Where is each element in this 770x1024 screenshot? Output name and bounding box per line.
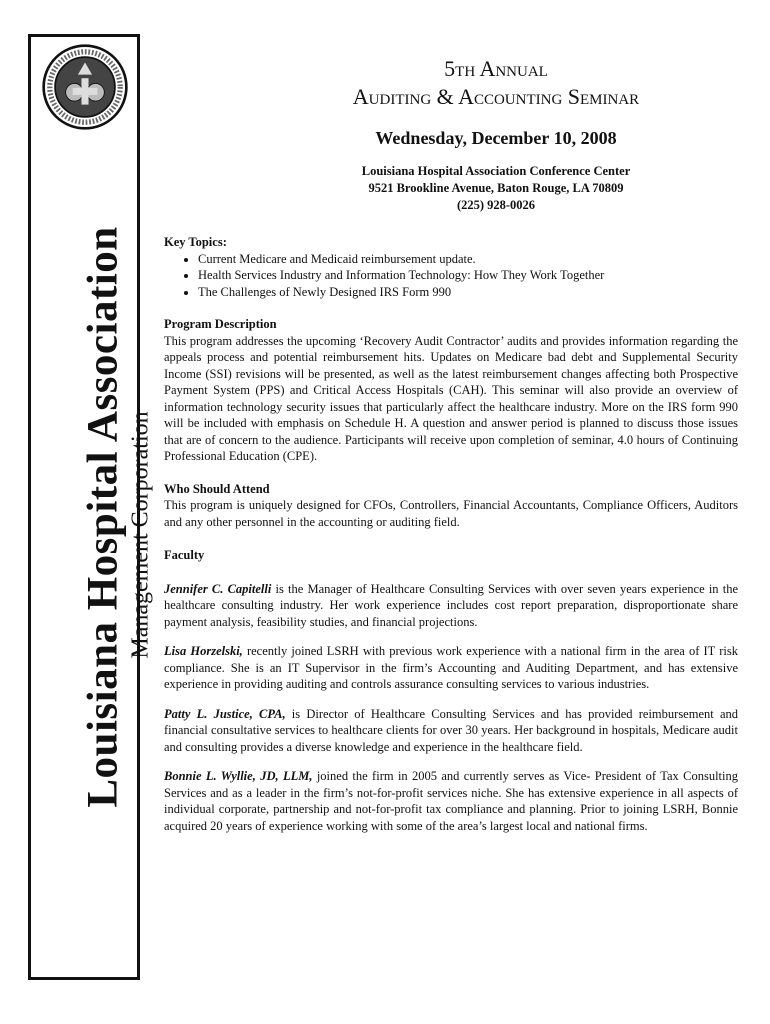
key-topics-heading: Key Topics: [164,235,227,249]
faculty-member [164,643,738,693]
venue-name: Louisiana Hospital Association Conference Center [361,164,631,178]
venue-address: 9521 Brookline Avenue, Baton Rouge, LA 70809 [368,181,624,195]
key-topics-section [164,234,738,300]
faculty-bio: joined the firm in 2005 and currently serves as Vice- President of Tax Consulting Services and as a leader in the firm’s not-for-profit services niche. She has extensive experience in all aspects of individual corporate, partnership and not-for-profit tax compliance and planning. Prior to joining LSRH, Bonnie acquired 20 years of experience working with some of the area’s largest local and national firms. [164,769,738,833]
program-section [164,316,738,465]
seminar-date: Wednesday, December 10, 2008 [375,128,617,148]
organization-subtitle: Management Corporation [127,411,154,659]
faculty-name: Jennifer C. Capitelli [164,581,272,596]
key-topics-list [164,251,738,301]
faculty-bio: recently joined LSRH with previous work experience with a national firm in the area of IT risk compliance. She is an IT Supervisor in the firm’s Accounting and Auditing Department, and has extensive experience in providing auditing and controls assurance consulting services to various industries. [164,644,738,691]
program-description: This program addresses the upcoming ‘Recovery Audit Contractor’ audits and provides information regarding the appeals process and potential reimbursement hits. Updates on Medicare bad debt and Supplemental Security Income (SSI) revisions will be presented, as well as the latest reimbursement changes affecting both Prospective Payment System (PPS) and Critical Access Hospitals (CAH). This seminar will also provide an overview of information technology security issues that particularly affect the healthcare industry. More on the IRS form 990 will be included with emphasis on Schedule H. A question and answer period is planned to discuss those issues that are of concern to the audience. Participants will receive upon completion of seminar, 4.0 hours of Continuing Professional Education (CPE). [164,333,738,463]
faculty-name: Lisa Horzelski, [164,644,243,658]
faculty-heading: Faculty [164,548,205,562]
association-seal-icon [41,43,129,131]
main-content [164,56,738,834]
seminar-title-line2: Auditing & Accounting Seminar [352,84,640,109]
faculty-member [164,768,738,834]
list-item: • Health Services Industry and Information Technology: How They Work Together [198,267,738,284]
venue-phone: (225) 928-0026 [456,198,536,212]
faculty-member [164,581,738,631]
organization-name: Louisiana Hospital Association [79,226,127,808]
program-heading: Program Description [164,317,277,331]
faculty-bio: is Director of Healthcare Consulting Services and has provided reimbursement and financial consultative services to healthcare clients for over 30 years. Her background in hospitals, Medicare audit and consulting provides a diverse knowledge and experience in the healthcare field. [164,706,738,754]
seminar-title-line1: 5th Annual [444,56,548,81]
faculty-bio: is the Manager of Healthcare Consulting Services with over seven years experience in the healthcare consulting industry. Her work experience includes cost report preparation, disproportionate share payment analysis, feasibility studies, and financial projections. [164,581,738,629]
faculty-member [164,706,738,756]
attend-heading: Who Should Attend [164,481,270,496]
attend-section [164,481,738,531]
attend-description: This program is uniquely designed for CFOs, Controllers, Financial Accountants, Compliance Officers, Auditors and any other personnel in the accounting or auditing field. [164,498,738,529]
faculty-name: Patty L. Justice, CPA, [164,706,286,721]
faculty-name: Bonnie L. Wyllie, JD, LLM, [164,769,313,783]
venue-block [254,163,738,214]
list-item: • The Challenges of Newly Designed IRS Form 990 [198,284,738,301]
sidebar-panel [28,34,154,980]
faculty-section [164,547,738,834]
list-item: • Current Medicare and Medicaid reimbursement update. [198,251,738,268]
